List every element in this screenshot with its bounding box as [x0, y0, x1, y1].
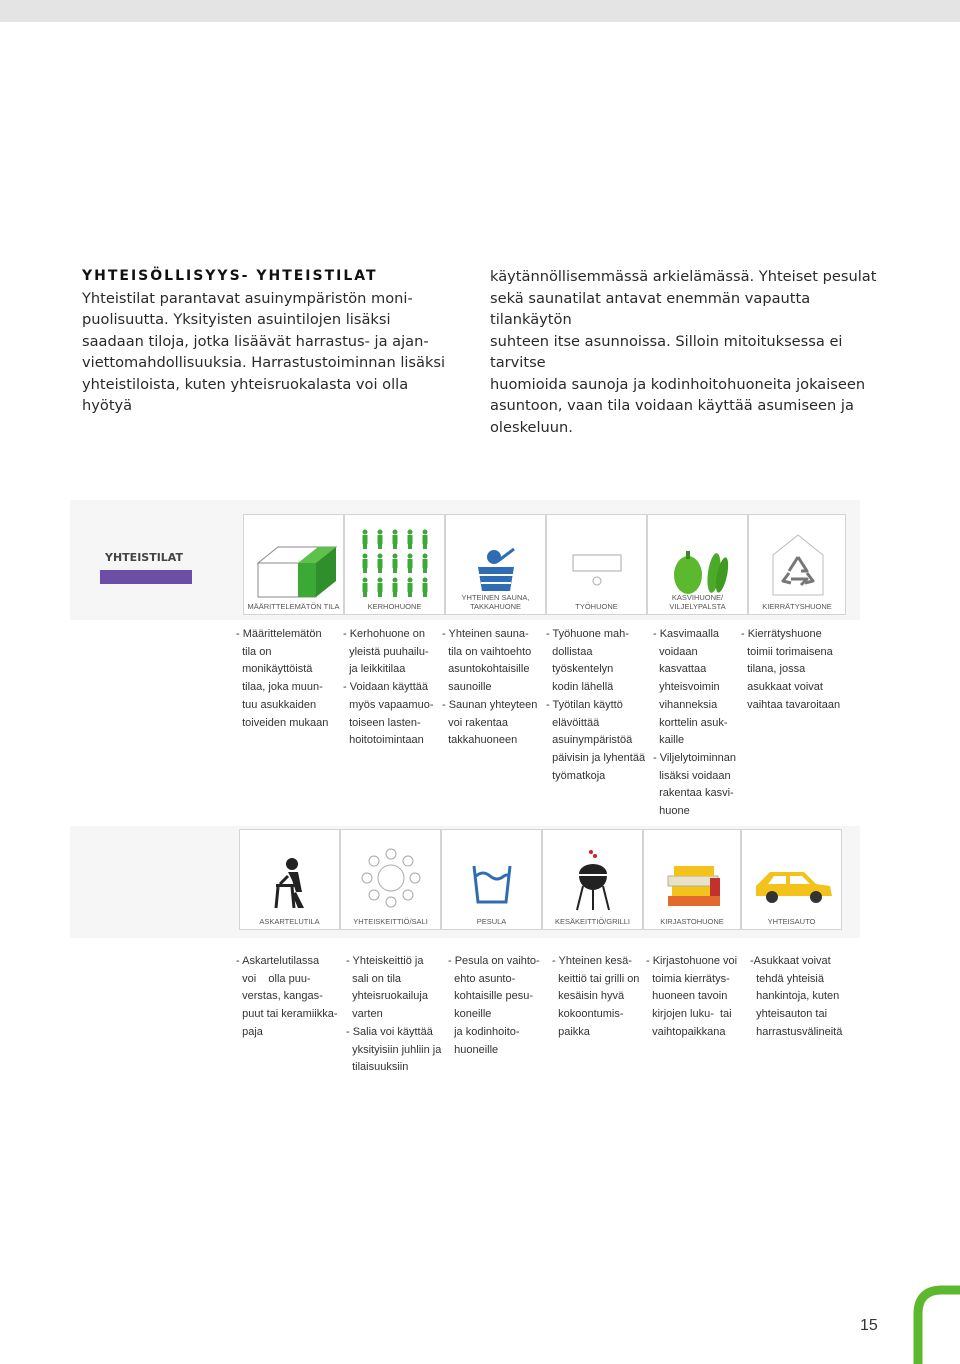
- people-group-icon: [345, 515, 446, 616]
- tile-kierratyshuone: [748, 514, 846, 615]
- tile-caption: PESULA: [476, 917, 507, 926]
- description-kerhohuone: - Kerhohuone on yleistä puuhailu- ja leikkitilaa - Voidaan käyttää myös vapaamuo- toiseen lasten- hoitotoimintaan: [343, 628, 434, 747]
- desk-icon: [547, 515, 648, 616]
- tile-askartelutila: [239, 829, 340, 930]
- intro-right-text: käytännöllisemmässä arkielämässä. Yhteiset pesulat sekä saunatilat antavat enemmän vapautta tilankäytön suhteen itse asunnoissa. Silloin mitoituksessa ei tarvitse huomioida saunoja ja kodinhoitohuoneita jokaiseen asuntoon, vaan tila voidaan käyttää asumiseen ja oleskeluun.: [490, 268, 877, 436]
- tile-kasvihuone: [647, 514, 748, 615]
- description-kirjastohuone: - Kirjastohuone voi toimia kierrätys- huoneen tavoin kirjojen luku- tai vaihtopaikkana: [646, 955, 738, 1038]
- tile-caption: YHTEINEN SAUNA, TAKKAHUONE: [461, 593, 530, 611]
- corner-swoosh-decoration: [912, 1280, 960, 1364]
- section-title: YHTEISÖLLISYYS- YHTEISTILAT: [82, 268, 378, 284]
- description-sauna: - Yhteinen sauna- tila on vaihtoehto asuntokohtaisille saunoille - Saunan yhteyteen voi rakentaa takkahuoneen: [442, 628, 538, 747]
- page-number: 15: [860, 1317, 878, 1334]
- grill-icon: [543, 830, 644, 931]
- tile-pesula: [441, 829, 542, 930]
- tile-kesakeittio: [542, 829, 643, 930]
- tile-yhteisauto: [741, 829, 842, 930]
- tile-caption: KIERRÄTYSHUONE: [762, 602, 832, 611]
- description-pesula: - Pesula on vaihto- ehto asunto- kohtaisille pesu- koneille ja kodinhoito- huoneille: [448, 955, 540, 1056]
- craft-person-icon: [240, 830, 341, 931]
- intro-right-column: [490, 266, 890, 438]
- legend-color-bar: [100, 570, 192, 584]
- description-yhteiskeittio: - Yhteiskeittiö ja sali on tila yhteisruokailuja varten - Salia voi käyttää yksityisiin juhliin ja tilaisuuksiin: [346, 955, 442, 1074]
- page-top-band: [0, 0, 960, 22]
- tile-caption: KIRJASTOHUONE: [660, 917, 724, 926]
- tile-caption: ASKARTELUTILA: [259, 917, 320, 926]
- tile-maarittelematon-tila: [243, 514, 344, 615]
- tile-caption: YHTEISAUTO: [767, 917, 816, 926]
- tile-caption: KERHOHUONE: [367, 602, 422, 611]
- box-icon: [244, 515, 345, 616]
- description-kierratyshuone: - Kierrätyshuone toimii torimaisena tilana, jossa asukkaat voivat vaihtaa tavaroitaan: [741, 628, 841, 711]
- washing-icon: [442, 830, 543, 931]
- car-icon: [742, 830, 843, 931]
- tile-kirjastohuone: [643, 829, 741, 930]
- description-maarittelematon-tila: - Määrittelemätön tila on monikäyttöistä tilaa, joka muun- tuu asukkaiden toiveiden mukaan: [236, 628, 329, 729]
- legend-label: YHTEISTILAT: [105, 551, 183, 564]
- tile-caption: KESÄKEITTIÖ/GRILLI: [554, 917, 631, 926]
- tile-tyohuone: [546, 514, 647, 615]
- tile-sauna: [445, 514, 546, 615]
- intro-left-text: Yhteistilat parantavat asuinympäristön moni- puolisuutta. Yksityisten asuintilojen lisäksi saadaan tiloja, jotka lisäävät harrastus- ja ajan- viettomahdollisuuksia. Harrastustoiminnan lisäksi yhteistiloista, kuten yhteisruokalasta voi olla hyötyä: [82, 289, 446, 414]
- books-icon: [644, 830, 742, 931]
- description-kesakeittio: - Yhteinen kesä- keittiö tai grilli on kesäisin hyvä kokoontumis- paikka: [552, 955, 640, 1038]
- recycling-icon: [749, 515, 847, 616]
- description-kasvihuone: - Kasvimaalla voidaan kasvattaa yhteisvoimin vihanneksia korttelin asuk- kaille - Viljelytoiminnan lisäksi voidaan rakentaa kasvi- huone: [653, 628, 736, 818]
- description-yhteisauto: -Asukkaat voivat tehdä yhteisiä hankintoja, kuten yhteisauton tai harrastusvälineitä: [750, 955, 843, 1038]
- tile-caption: YHTEISKEITTIÖ/SALI: [353, 917, 428, 926]
- description-askartelutila: - Askartelutilassa voi olla puu- verstas, kangas- puut tai keramiikka- paja: [236, 955, 338, 1038]
- tile-caption: MÄÄRITTELEMÄTÖN TILA: [247, 602, 340, 611]
- dining-table-icon: [341, 830, 442, 931]
- intro-left-column: [82, 266, 462, 417]
- description-tyohuone: - Työhuone mah- dollistaa työskentelyn kodin lähellä - Työtilan käyttö elävöittää asuinympäristöä päivisin ja lyhentää työmatkoja: [546, 628, 646, 782]
- tile-yhteiskeittio: [340, 829, 441, 930]
- tile-kerhohuone: [344, 514, 445, 615]
- tile-caption: KASVIHUONE/ VILJELYPALSTA: [669, 593, 726, 611]
- tile-caption: TYÖHUONE: [575, 602, 618, 611]
